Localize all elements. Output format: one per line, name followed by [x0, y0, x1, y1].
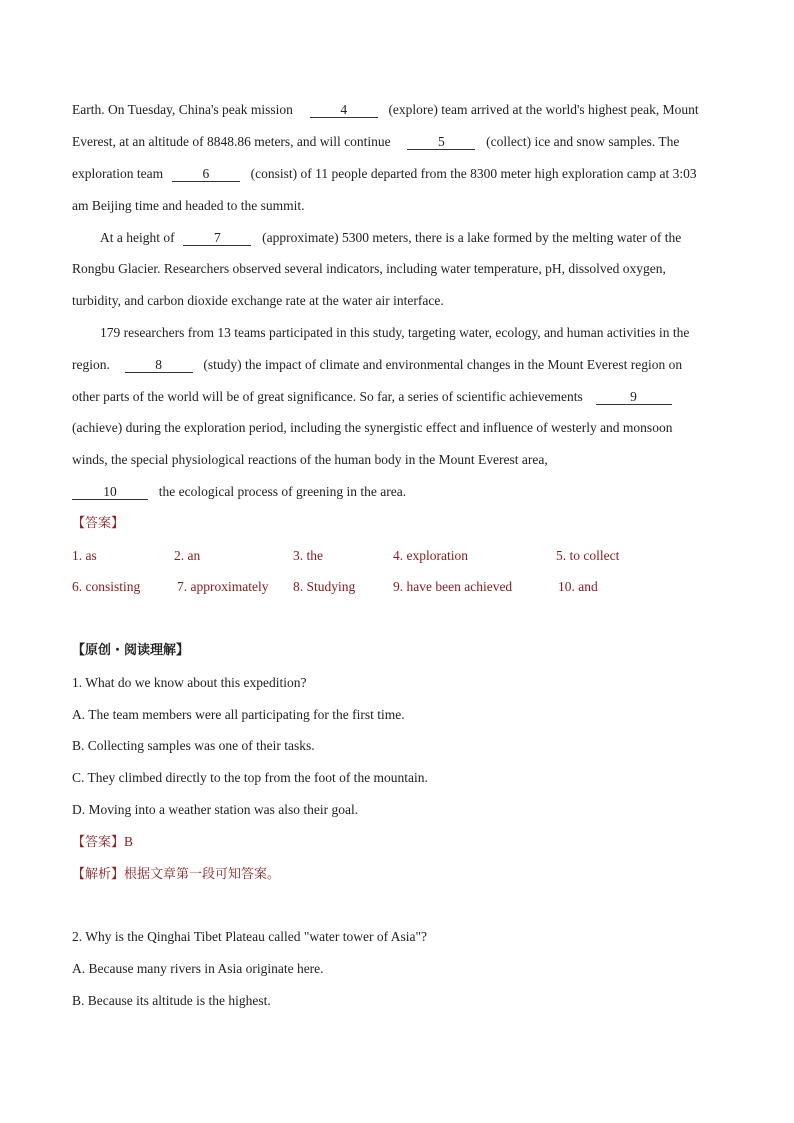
answer-item: 2. an	[174, 548, 201, 563]
passage-text: (study) the impact of climate and environmental changes in the Mount Everest region on	[203, 357, 683, 372]
blank-5: 5	[407, 135, 475, 150]
passage-text: am Beijing time and headed to the summit.	[72, 198, 305, 213]
passage-line	[100, 324, 722, 342]
passage-text: At a height of	[100, 230, 175, 245]
question-1: 1. What do we know about this expedition?	[72, 675, 307, 690]
passage-line	[72, 483, 722, 501]
q1-option-c: C. They climbed directly to the top from the foot of the mountain.	[72, 770, 428, 785]
passage-text: Rongbu Glacier. Researchers observed several indicators, including water temperature, pH, dissolved oxygen,	[72, 261, 666, 276]
passage-text: winds, the special physiological reactions of the human body in the Mount Everest area,	[72, 452, 548, 467]
passage-line	[72, 133, 722, 151]
blank-7: 7	[183, 231, 251, 246]
answer-item: 8. Studying	[293, 579, 356, 594]
q2-option-b: B. Because its altitude is the highest.	[72, 993, 271, 1008]
q1-answer	[72, 833, 722, 852]
passage-text: Everest, at an altitude of 8848.86 meters, and will continue	[72, 134, 391, 149]
passage-text: exploration team	[72, 166, 164, 181]
answer-heading: 【答案】	[72, 516, 125, 531]
answer-item: 3. the	[293, 548, 323, 563]
passage-text: (explore) team arrived at the world's highest peak, Mount	[388, 102, 699, 117]
answer-item: 9. have been achieved	[393, 579, 513, 594]
analysis-text: 根据文章第一段可知答案。	[124, 867, 281, 882]
q1-option-a: A. The team members were all participating for the first time.	[72, 707, 405, 722]
q1-analysis	[72, 865, 722, 884]
passage-text: (collect) ice and snow samples. The	[486, 134, 680, 149]
passage-line	[100, 229, 722, 247]
passage-text: the ecological process of greening in the area.	[158, 484, 407, 499]
passage-text: other parts of the world will be of great significance. So far, a series of scientific achievements	[72, 389, 583, 404]
reading-heading: 【原创・阅读理解】	[72, 643, 190, 658]
blank-6: 6	[172, 167, 240, 182]
passage-text: Earth. On Tuesday, China's peak mission	[72, 102, 293, 117]
answer-item: 4. exploration	[393, 548, 468, 563]
passage-text: region.	[72, 357, 110, 372]
q1-option-d: D. Moving into a weather station was also their goal.	[72, 802, 359, 817]
q2-option-a: A. Because many rivers in Asia originate here.	[72, 961, 324, 976]
question-2: 2. Why is the Qinghai Tibet Plateau called "water tower of Asia"?	[72, 929, 427, 944]
passage-line	[72, 165, 722, 183]
passage-line	[72, 451, 722, 469]
passage-text: (achieve) during the exploration period, including the synergistic effect and influence of westerly and monsoon	[72, 420, 673, 435]
answer-item: 5. to collect	[556, 548, 620, 563]
passage-line	[72, 356, 722, 374]
passage-line	[72, 101, 722, 119]
passage-line	[72, 388, 722, 406]
blank-10: 10	[72, 485, 148, 500]
answer-item: 1. as	[72, 548, 97, 563]
q1-option-b: B. Collecting samples was one of their tasks.	[72, 738, 315, 753]
answer-item: 7. approximately	[177, 579, 269, 594]
passage-text: (approximate) 5300 meters, there is a lake formed by the melting water of the	[262, 230, 682, 245]
analysis-label: 【解析】	[72, 867, 125, 882]
blank-8: 8	[125, 358, 193, 373]
answer-item: 10. and	[558, 579, 598, 594]
passage-line	[72, 260, 722, 278]
answer-value: B	[124, 834, 134, 849]
passage-line	[72, 292, 722, 310]
blank-4: 4	[310, 103, 378, 118]
passage-line	[72, 419, 722, 437]
answer-label: 【答案】	[72, 835, 125, 850]
passage-line	[72, 197, 722, 215]
passage-text: (consist) of 11 people departed from the 8300 meter high exploration camp at 3:03	[250, 166, 697, 181]
passage-text: turbidity, and carbon dioxide exchange rate at the water air interface.	[72, 293, 444, 308]
blank-9: 9	[596, 390, 672, 405]
passage-text: 179 researchers from 13 teams participated in this study, targeting water, ecology, and human activities in the	[100, 325, 690, 340]
answer-item: 6. consisting	[72, 579, 141, 594]
